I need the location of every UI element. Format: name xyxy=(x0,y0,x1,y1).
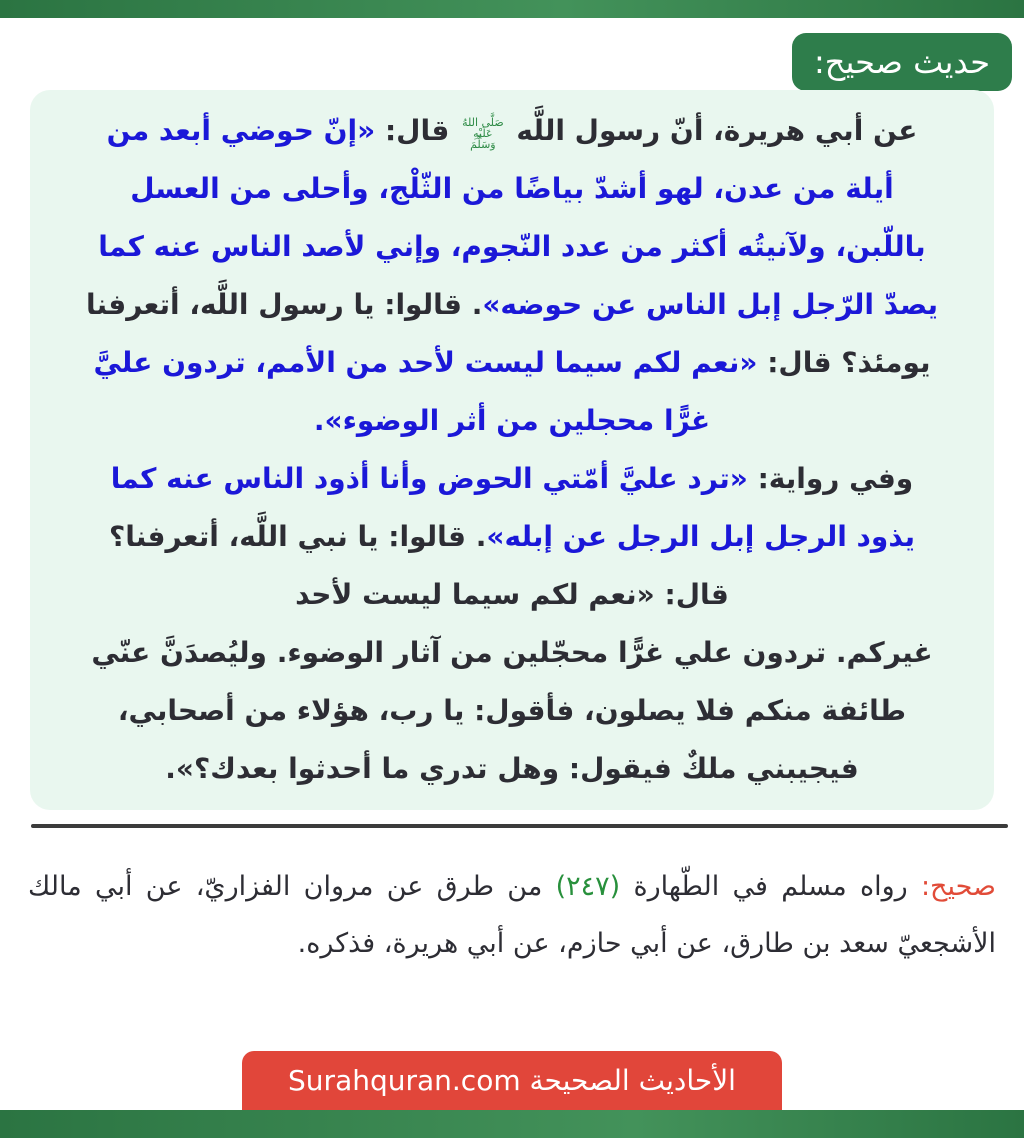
hadith-segment: غرًّا محجلين من أثر الوضوء». xyxy=(313,404,711,437)
hadith-grade-badge: حديث صحيح: xyxy=(792,33,1012,91)
hadith-line xyxy=(44,450,980,508)
hadith-segment: «ترد عليَّ أمّتي الحوض وأنا أذود الناس عنه كما xyxy=(110,462,748,495)
hadith-segment: أيلة من عدن، لهو أشدّ بياضًا من الثّلْج، وأحلى من العسل xyxy=(130,172,894,205)
hadith-segment: قال: xyxy=(375,114,460,147)
hadith-line xyxy=(44,624,980,682)
hadith-segment: . قالوا: يا نبي اللَّه، أتعرفنا؟ xyxy=(108,520,487,553)
top-green-bar xyxy=(0,0,1024,18)
takhrij-segment: رواه مسلم في الطّهارة xyxy=(620,871,921,902)
hadith-text xyxy=(44,102,980,798)
hadith-line xyxy=(44,218,980,276)
hadith-segment: عن أبي هريرة، أنّ رسول اللَّه xyxy=(506,114,918,147)
hadith-segment: طائفة منكم فلا يصلون، فأقول: يا رب، هؤلاء من أصحابي، xyxy=(117,694,907,727)
hadith-box xyxy=(30,90,994,810)
hadith-segment: فيجيبني ملكٌ فيقول: وهل تدري ما أحدثوا بعدك؟». xyxy=(165,752,859,785)
bottom-green-bar xyxy=(0,1110,1024,1138)
divider-line xyxy=(31,824,1008,828)
salawat-icon: صَلَّى اللهُ عَلَيْهِ وَسَلَّمَ xyxy=(462,116,504,151)
hadith-segment: . قالوا: يا رسول اللَّه، أتعرفنا xyxy=(85,288,483,321)
takhrij-text xyxy=(28,858,996,972)
takhrij-segment: صحيح: xyxy=(920,871,996,902)
hadith-line xyxy=(44,682,980,740)
hadith-segment: «نعم لكم سيما ليست لأحد من الأمم، تردون عليَّ xyxy=(93,346,758,379)
hadith-segment: قال: «نعم لكم سيما ليست لأحد xyxy=(295,578,729,611)
hadith-line xyxy=(44,566,980,624)
hadith-line xyxy=(44,392,980,450)
hadith-segment: غيركم. تردون علي غرًّا محجّلين من آثار الوضوء. وليُصدَنَّ عنّي xyxy=(91,636,933,669)
hadith-line xyxy=(44,160,980,218)
hadith-segment: يذود الرجل إبل الرجل عن إبله» xyxy=(486,520,916,553)
hadith-line xyxy=(44,508,980,566)
hadith-segment: يصدّ الرّجل إبل الناس عن حوضه» xyxy=(482,288,939,321)
hadith-segment: «إنّ حوضي أبعد من xyxy=(106,114,376,147)
takhrij-segment: من طرق عن مروان الفزاريّ، عن أبي مالك الأشجعيّ سعد بن طارق، عن أبي حازم، عن أبي هريرة، فذكره. xyxy=(28,871,996,959)
hadith-segment: يومئذ؟ قال: xyxy=(757,346,931,379)
hadith-segment: باللّبن، ولآنيتُه أكثر من عدد النّجوم، وإني لأصد الناس عنه كما xyxy=(98,230,926,263)
hadith-segment: وفي رواية: xyxy=(747,462,914,495)
hadith-line xyxy=(44,102,980,160)
hadith-line xyxy=(44,276,980,334)
takhrij-segment: (٢٤٧) xyxy=(555,871,621,902)
hadith-line xyxy=(44,740,980,798)
source-badge: الأحاديث الصحيحة Surahquran.com xyxy=(242,1051,782,1110)
hadith-line xyxy=(44,334,980,392)
